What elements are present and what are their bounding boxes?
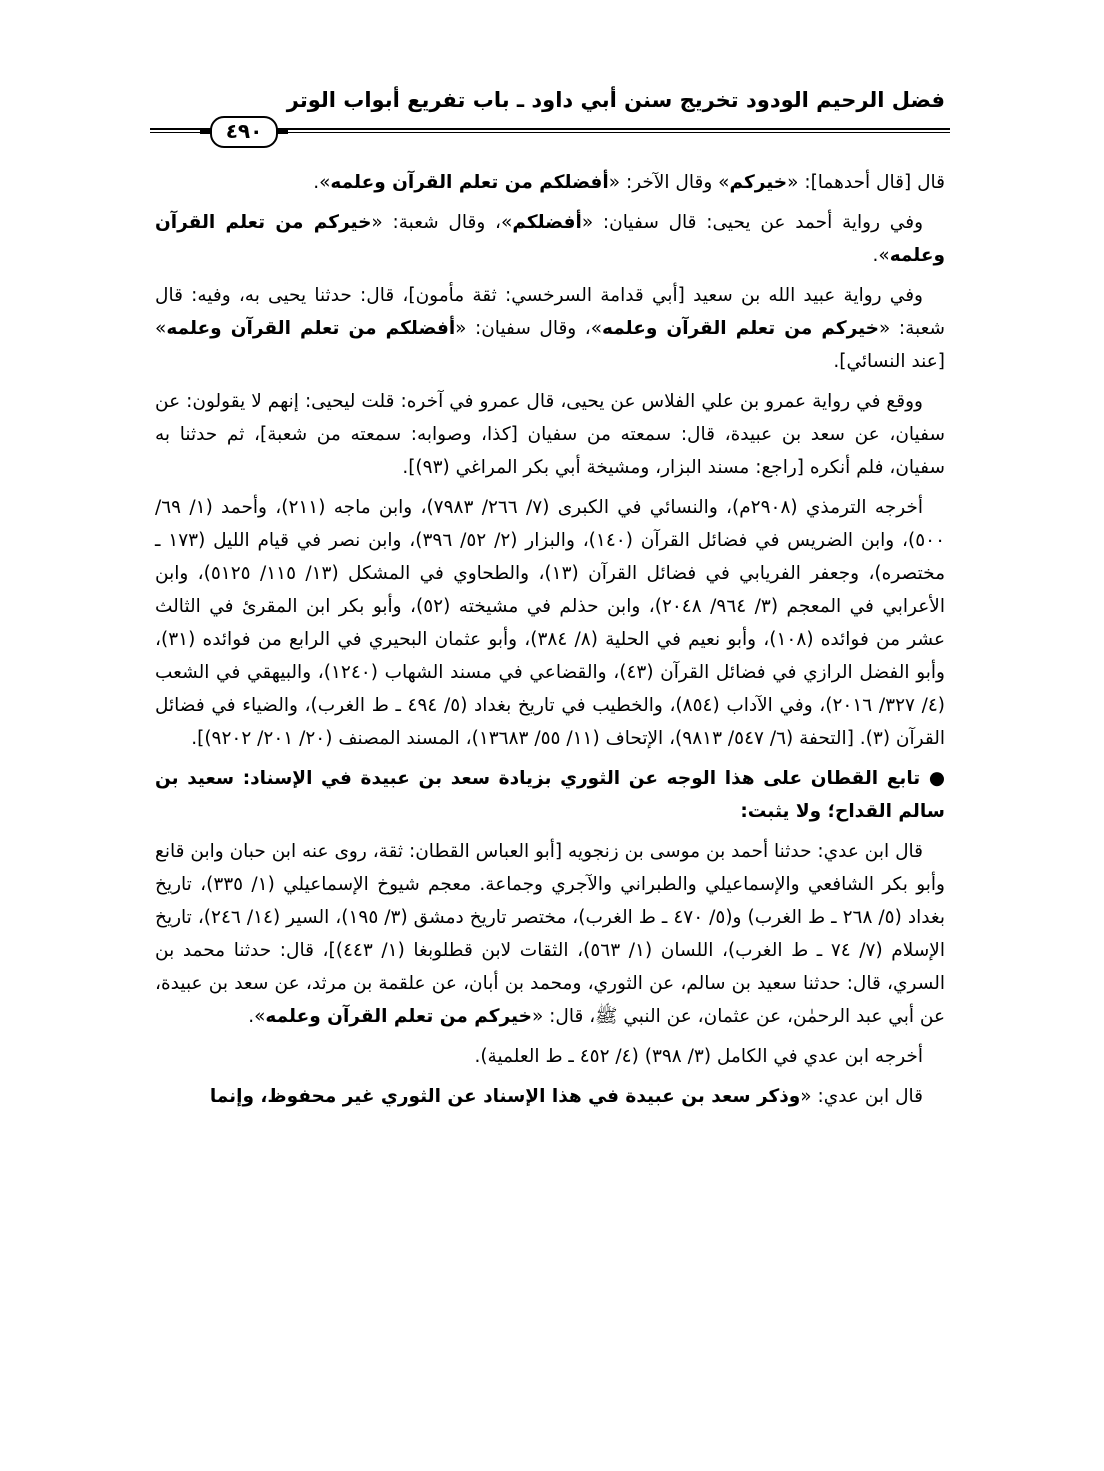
text: قال ابن عدي: « bbox=[800, 1086, 923, 1107]
text: ». bbox=[248, 1006, 266, 1027]
paragraph bbox=[155, 1080, 923, 1113]
page-number: ٤٩٠ bbox=[210, 116, 278, 148]
text: »، وقال شعبة: « bbox=[371, 212, 513, 233]
bold-text: خيركم من تعلم القرآن وعلمه bbox=[602, 318, 880, 339]
text: ». bbox=[313, 172, 331, 193]
bullet-paragraph: ● تابع القطان على هذا الوجه عن الثوري بزيادة سعد بن عبيدة في الإسناد: سعيد بن سالم القداح؛ ولا يثبت: bbox=[155, 768, 945, 822]
paragraph: ووقع في رواية عمرو بن علي الفلاس عن يحيى، قال عمرو في آخره: قلت ليحيى: إنهم لا يقولون: عن سفيان، عن سعد بن عبيدة، قال: سمعته من سفيان [كذا، وصوابه: سمعته من شعبة]، ثم حدثنا به سفيان، فلم أنكره [راجع: مسند البزار، ومشيخة أبي بكر المراغي (٩٣)]. bbox=[155, 391, 945, 478]
text: وفي رواية أحمد عن يحيى: قال سفيان: « bbox=[581, 212, 923, 233]
bold-text: وذكر سعد بن عبيدة في هذا الإسناد عن الثوري غير محفوظ، وإنما bbox=[209, 1086, 801, 1107]
paragraph: أخرجه ابن عدي في الكامل (٣/ ٣٩٨) (٤/ ٤٥٢ ـ ط العلمية). bbox=[474, 1046, 923, 1067]
bold-text: خيركم من تعلم القرآن وعلمه bbox=[155, 212, 945, 266]
page-body bbox=[155, 166, 945, 1120]
text: » وقال الآخر: « bbox=[608, 172, 730, 193]
paragraph bbox=[155, 166, 945, 199]
page-header bbox=[150, 88, 950, 146]
bold-text: أفضلكم bbox=[512, 212, 582, 233]
text: » [عند النسائي]. bbox=[155, 318, 945, 372]
text: وفي رواية عبيد الله بن سعيد [أبي قدامة السرخسي: ثقة مأمون]، قال: حدثنا يحيى به، وفيه: قال شعبة: « bbox=[155, 285, 946, 339]
running-title: فضل الرحيم الودود تخريج سنن أبي داود ـ باب تفريع أبواب الوتر bbox=[286, 88, 945, 112]
text: قال ابن عدي: حدثنا أحمد بن موسى بن زنجويه [أبو العباس القطان: ثقة، روى عنه ابن حبان وابن قانع وأبو بكر الشافعي والإسماعيلي والطبراني والآجري وجماعة. معجم شيوخ الإسماعيلي (١/ ٣٣٥)، تاريخ بغداد (٥/ ٢٦٨ ـ ط الغرب) و(٥/ ٤٧٠ ـ ط الغرب)، مختصر تاريخ دمشق (٣/ ١٩٥)، السير (١٤/ ٢٤٦)، تاريخ الإسلام (٧/ ٧٤ ـ ط الغرب)، اللسان (١/ ٥٦٣)، الثقات لابن قطلوبغا (١/ ٤٤٣)]، قال: حدثنا محمد بن السري، قال: حدثنا سعيد بن سالم، عن الثوري، ومحمد بن أبان، عن علقمة بن مرثد، عن سعد بن عبيدة، عن أبي عبد الرحمٰن، عن عثمان، عن النبي ﷺ، قال: « bbox=[155, 841, 945, 1027]
bold-text: أفضلكم من تعلم القرآن وعلمه bbox=[330, 172, 609, 193]
bold-text: أفضلكم من تعلم القرآن وعلمه bbox=[166, 318, 456, 339]
paragraph bbox=[155, 206, 945, 272]
paragraph: أخرجه الترمذي (٢٩٠٨م)، والنسائي في الكبرى (٧/ ٢٦٦/ ٧٩٨٣)، وابن ماجه (٢١١)، وأحمد (١/ ٦٩/ ٥٠٠)، وابن الضريس في فضائل القرآن (١٤٠)، والبزار (٢/ ٥٢/ ٣٩٦)، وابن نصر في قيام الليل (١٧٣ ـ مختصره)، وجعفر الفريابي في فضائل القرآن (١٣)، والطحاوي في المشكل (١٣/ ١١٥/ ٥١٢٥)، وابن الأعرابي في المعجم (٣/ ٩٦٤/ ٢٠٤٨)، وابن حذلم في مشيخته (٥٢)، وأبو بكر ابن المقرئ في الثالث عشر من فوائده (١٠٨)، وأبو نعيم في الحلية (٨/ ٣٨٤)، وأبو عثمان البحيري في الرابع من فوائده (٣١)، وأبو الفضل الرازي في فضائل القرآن (٤٣)، والقضاعي في مسند الشهاب (١٢٤٠)، والبيهقي في الشعب (٤/ ٣٢٧/ ٢٠١٦)، وفي الآداب (٨٥٤)، والخطيب في تاريخ بغداد (٥/ ٤٩٤ ـ ط الغرب)، والضياء في فضائل القرآن (٣). [التحفة (٦/ ٥٤٧/ ٩٨١٣)، الإتحاف (١١/ ٥٥/ ١٣٦٨٣)، المسند المصنف (٢٠/ ٢٠١/ ٩٢٠٢)]. bbox=[155, 497, 946, 749]
text: ». bbox=[872, 245, 890, 266]
paragraph bbox=[155, 835, 945, 1033]
paragraph bbox=[155, 279, 945, 378]
bold-text: خيركم من تعلم القرآن وعلمه bbox=[265, 1006, 532, 1027]
text: قال [قال أحدهما]: « bbox=[787, 172, 945, 193]
bold-text: خيركم bbox=[729, 172, 788, 193]
text: »، وقال سفيان: « bbox=[455, 318, 603, 339]
